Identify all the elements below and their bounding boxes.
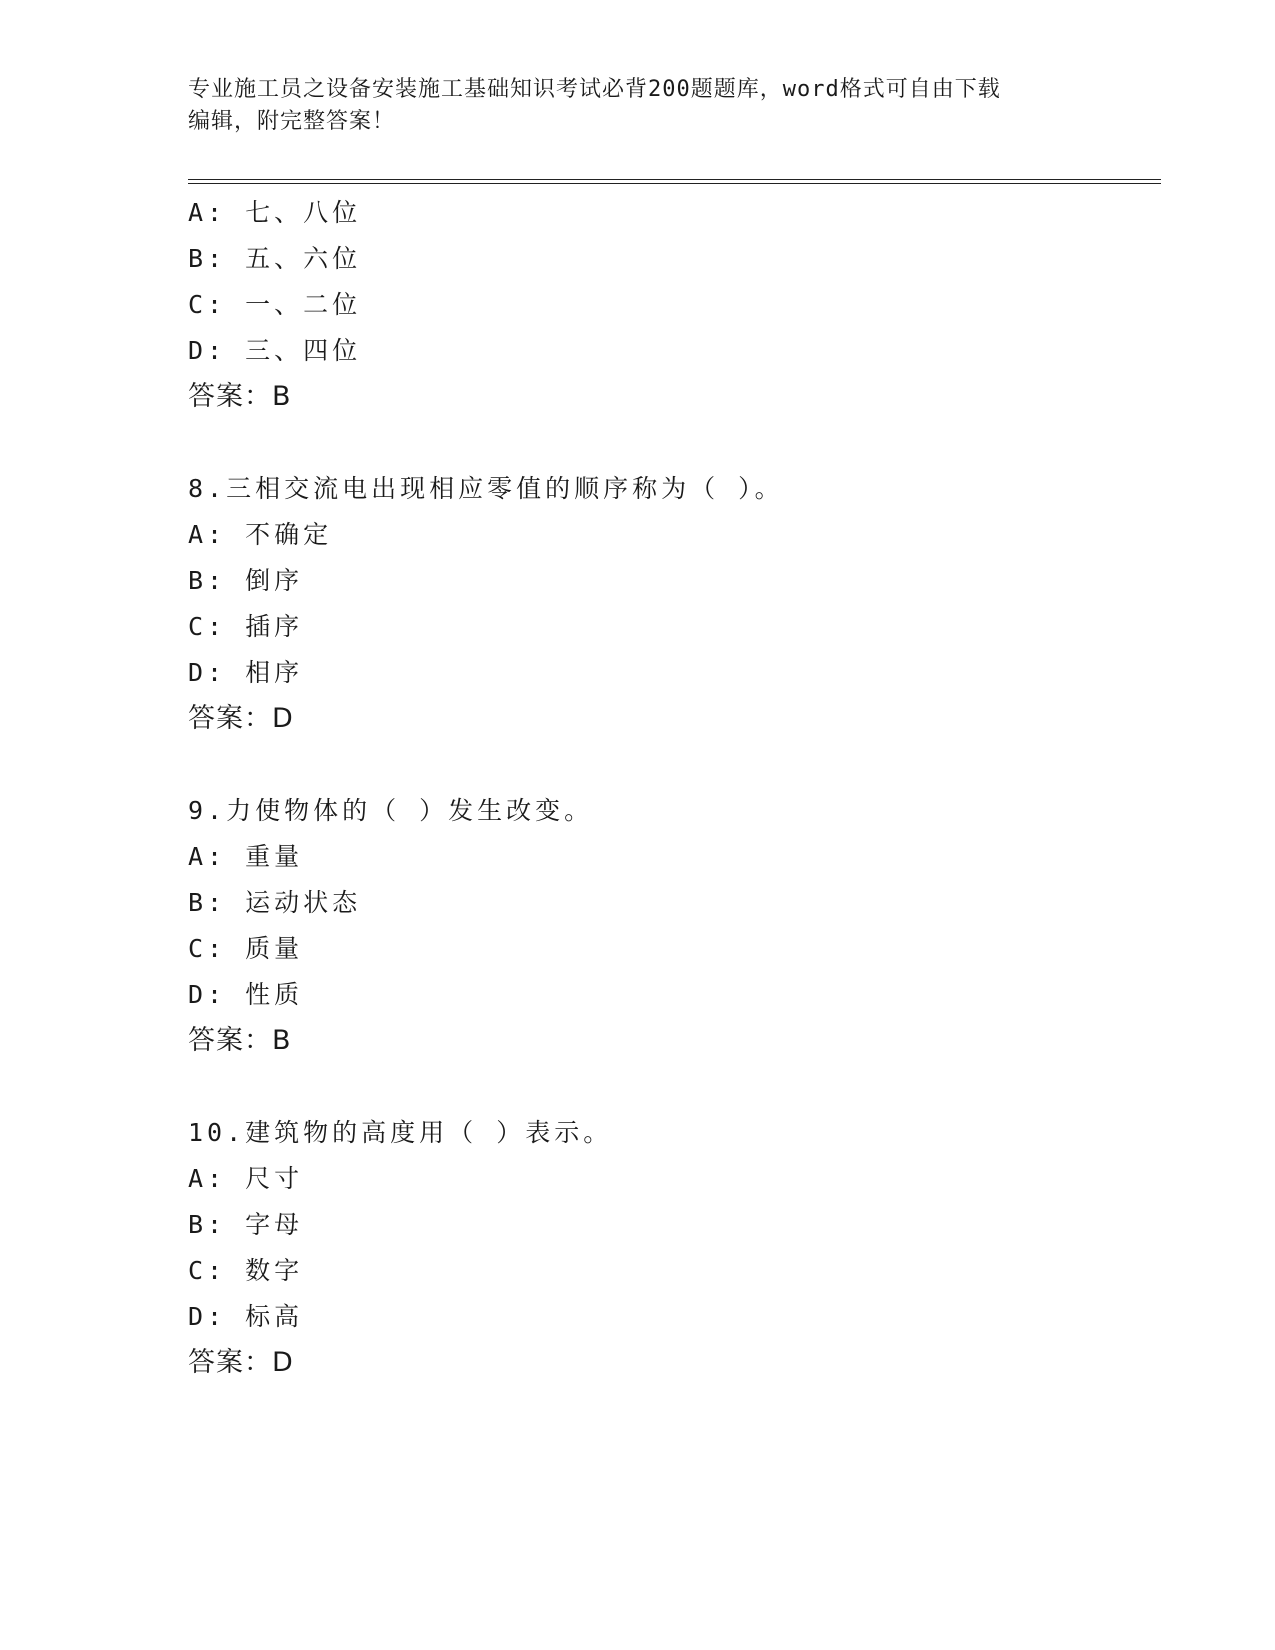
answer-line: 答案：D xyxy=(188,1347,294,1378)
question-list xyxy=(188,190,1148,1386)
option-b: B: 运动状态 xyxy=(188,888,362,917)
option-c: C: 插序 xyxy=(188,612,304,641)
option-c: C: 质量 xyxy=(188,934,304,963)
spacer xyxy=(188,1064,1148,1110)
option-c: C: 一、二位 xyxy=(188,290,362,319)
option-b: B: 五、六位 xyxy=(188,244,362,273)
question-7-partial xyxy=(188,190,1148,420)
answer-line: 答案：B xyxy=(188,1025,292,1056)
option-d: D: 标高 xyxy=(188,1302,304,1331)
question-8 xyxy=(188,466,1148,742)
header-divider-top xyxy=(188,179,1161,180)
option-b: B: 字母 xyxy=(188,1210,304,1239)
option-d: D: 性质 xyxy=(188,980,304,1009)
spacer xyxy=(188,742,1148,788)
option-a: A: 重量 xyxy=(188,842,304,871)
question-stem: 10.建筑物的高度用（ ）表示。 xyxy=(188,1118,613,1147)
answer-line: 答案：B xyxy=(188,381,292,412)
answer-line: 答案：D xyxy=(188,703,294,734)
document-header xyxy=(188,74,1088,138)
question-9 xyxy=(188,788,1148,1064)
question-stem: 9.力使物体的（ ）发生改变。 xyxy=(188,796,594,825)
option-d: D: 相序 xyxy=(188,658,304,687)
header-line-2: 编辑，附完整答案！ xyxy=(188,109,396,134)
header-line-1: 专业施工员之设备安装施工基础知识考试必背200题题库，word格式可自由下载 xyxy=(188,77,1001,102)
option-c: C: 数字 xyxy=(188,1256,304,1285)
option-b: B: 倒序 xyxy=(188,566,304,595)
option-d: D: 三、四位 xyxy=(188,336,362,365)
option-a: A: 尺寸 xyxy=(188,1164,304,1193)
header-divider-bottom xyxy=(188,183,1161,184)
question-10 xyxy=(188,1110,1148,1386)
option-a: A: 七、八位 xyxy=(188,198,362,227)
question-stem: 8.三相交流电出现相应零值的顺序称为（ ）。 xyxy=(188,474,784,503)
spacer xyxy=(188,420,1148,466)
option-a: A: 不确定 xyxy=(188,520,333,549)
